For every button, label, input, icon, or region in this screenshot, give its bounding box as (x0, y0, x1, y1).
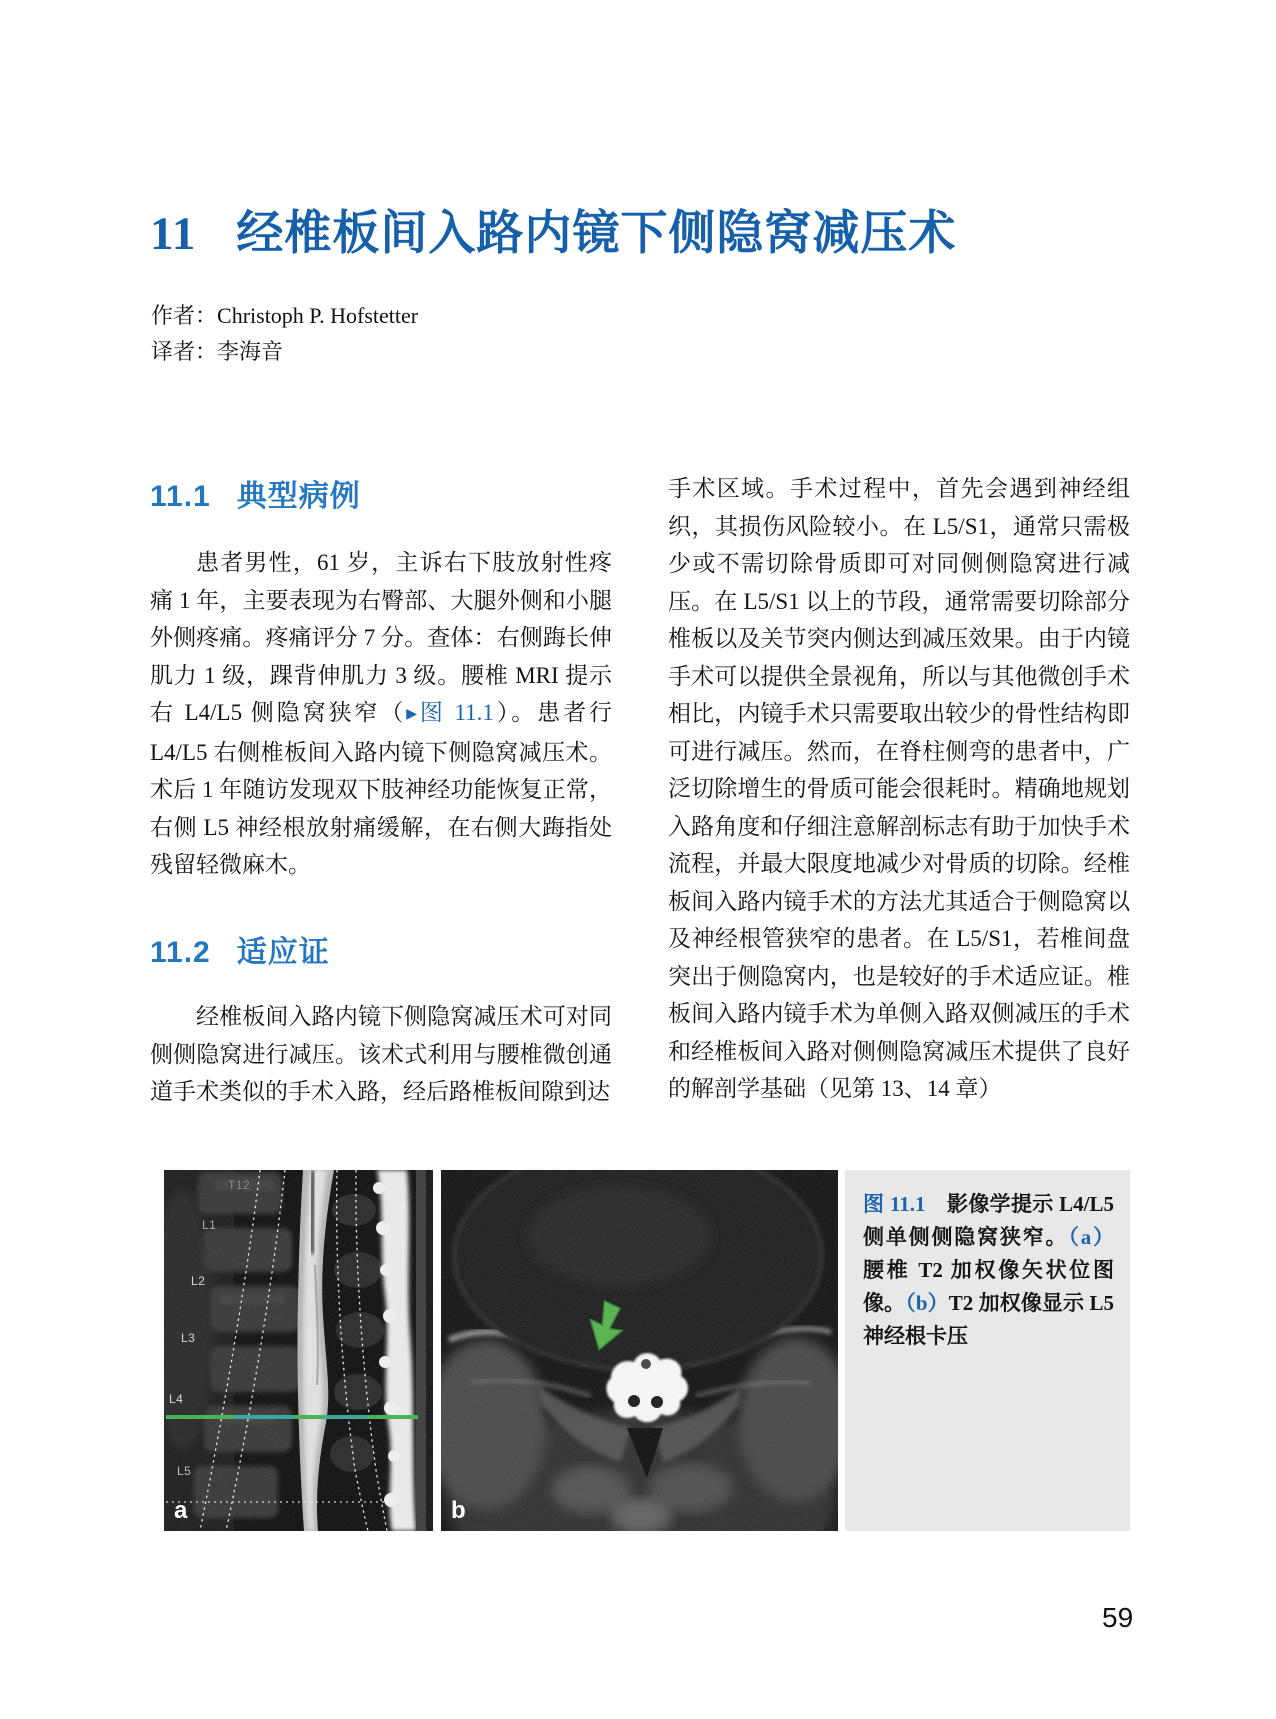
text-run: 影像学提示 L4/L5 侧单侧侧隐窝狭窄。 (863, 1192, 1114, 1249)
figure-reference: 图 11.1 (419, 700, 494, 725)
vertebra-label-l2: L2 (191, 1274, 206, 1288)
paragraph-indications (150, 998, 612, 1111)
vertebra-label-l1: L1 (202, 1218, 217, 1232)
section-heading-typical-case (150, 480, 361, 513)
text-run: 患者男性，61 岁，主诉右下肢放射性疼痛 1 年，主要表现为右臀部、大腿外侧和小腿外侧疼痛。疼痛评分 7 分。查体：右侧踇长伸肌力 1 级，踝背伸肌力 3 级。腰椎 MRI 提示右 L4/L5 侧隐窝狭窄（ (150, 550, 612, 725)
paragraph-typical-case (150, 544, 612, 884)
translator-name: 李海音 (217, 339, 284, 364)
mri-sagittal-image (164, 1170, 433, 1531)
author-name: Christoph P. Hofstetter (217, 303, 419, 328)
translator-line (151, 335, 283, 366)
section-number: 11.2 (150, 936, 211, 969)
text-run: T2 加权像显示 L5 神经根卡压 (863, 1291, 1115, 1348)
author-line (151, 299, 418, 330)
figure-caption (845, 1170, 1130, 1531)
chapter-title-text: 经椎板间入路内镜下侧隐窝减压术 (236, 208, 957, 260)
text-run: 腰椎 T2 加权像矢状位图像。 (863, 1258, 1114, 1315)
paragraph-right-column (668, 470, 1130, 1108)
section-title: 适应证 (236, 936, 330, 969)
text-run: 经椎板间入路内镜下侧隐窝减压术可对同侧侧隐窝进行减压。该术式利用与腰椎微创通道手术类似的手术入路，经后路椎板间隙到达 (150, 1004, 612, 1104)
caption-highlight: （a） (1068, 1225, 1115, 1249)
section-title: 典型病例 (236, 480, 361, 513)
section-heading-indications (150, 936, 330, 969)
panel-label-a: a (174, 1497, 188, 1524)
vertebra-label-l4: L4 (169, 1392, 184, 1406)
vertebra-label-t12: T12 (228, 1178, 251, 1192)
caption-highlight: （b） (905, 1291, 949, 1315)
mri-axial-graphic (441, 1170, 838, 1531)
caption-highlight: 图 11.1 (863, 1192, 926, 1216)
translator-label: 译者： (151, 339, 218, 364)
figure-reference-triangle-icon: ▶ (406, 707, 420, 722)
text-run: ）。患者行 L4/L5 右侧椎板间入路内镜下侧隐窝减压术。术后 1 年随访发现双下肢神经功能恢复正常，右侧 L5 神经根放射痛缓解，在右侧大踇指处残留轻微麻木。 (150, 700, 612, 877)
author-label: 作者： (151, 303, 218, 328)
vertebra-label-l3: L3 (181, 1331, 196, 1345)
chapter-number: 11 (150, 208, 197, 260)
vertebra-label-l5: L5 (177, 1464, 192, 1478)
text-run: 手术区域。手术过程中，首先会遇到神经组织，其损伤风险较小。在 L5/S1，通常只需极少或不需切除骨质即可对同侧侧隐窝进行减压。在 L5/S1 以上的节段，通常需要切除部分椎板以及关节突内侧达到减压效果。由于内镜手术可以提供全景视角，所以与其他微创手术相比，内镜手术只需要取出较少的骨性结构即可进行减压。然而，在脊柱侧弯的患者中，广泛切除增生的骨质可能会很耗时。精确地规划入路角度和仔细注意解剖标志有助于加快手术流程，并最大限度地减少对骨质的切除。经椎板间入路内镜手术的方法尤其适合于侧隐窝以及神经根管狭窄的患者。在 L5/S1，若椎间盘突出于侧隐窝内，也是较好的手术适应证。椎板间入路内镜手术为单侧入路双侧减压的手术和经椎板间入路对侧侧隐窝减压术提供了良好的解剖学基础（见第 13、14 章） (668, 476, 1130, 1101)
figure-11-1 (164, 1170, 1130, 1531)
page-number: 59 (1102, 1602, 1134, 1633)
chapter-title (150, 196, 956, 263)
panel-label-b: b (451, 1497, 466, 1524)
section-number: 11.1 (150, 480, 211, 513)
mri-axial-image (441, 1170, 838, 1531)
